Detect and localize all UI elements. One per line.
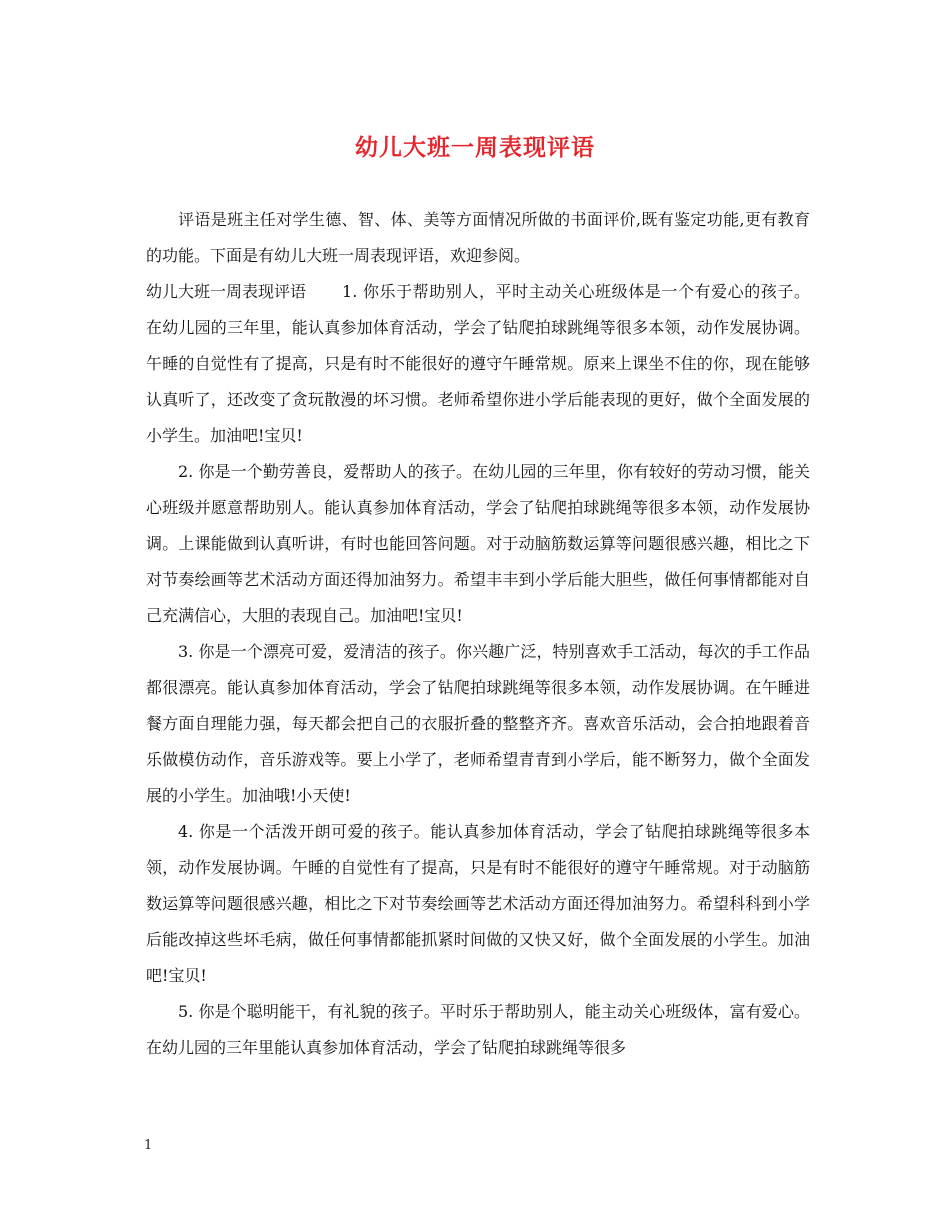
intro-paragraph: 评语是班主任对学生德、智、体、美等方面情况所做的书面评价,既有鉴定功能,更有教育的功能。下面是有幼儿大班一周表现评语，欢迎参阅。 <box>146 210 810 265</box>
comment-paragraph-3: 3. 你是一个漂亮可爱，爱清洁的孩子。你兴趣广泛，特别喜欢手工活动，每次的手工作品都很漂亮。能认真参加体育活动，学会了钻爬拍球跳绳等很多本领，动作发展协调。在午睡进餐方面自理能力强，每天都会把自己的衣服折叠的整整齐齐。喜欢音乐活动，会合拍地跟着音乐做模仿动作，音乐游戏等。要上小学了，老师希望青青到小学后，能不断努力，做个全面发展的小学生。加油哦!小天使! <box>146 642 810 805</box>
document-body <box>146 202 810 1066</box>
comment-text-1: 1. 你乐于帮助别人，平时主动关心班级体是一个有爱心的孩子。在幼儿园的三年里，能认真参加体育活动，学会了钻爬拍球跳绳等很多本领，动作发展协调。午睡的自觉性有了提高，只是有时不能很好的遵守午睡常规。原来上课坐不住的你，现在能够认真听了，还改变了贪玩散漫的坏习惯。老师希望你进小学后能表现的更好，做个全面发展的小学生。加油吧!宝贝! <box>146 282 810 445</box>
comment-paragraph-1 <box>146 274 810 454</box>
comment-paragraph-4: 4. 你是一个活泼开朗可爱的孩子。能认真参加体育活动，学会了钻爬拍球跳绳等很多本领，动作发展协调。午睡的自觉性有了提高，只是有时不能很好的遵守午睡常规。对于动脑筋数运算等问题很感兴趣，相比之下对节奏绘画等艺术活动方面还得加油努力。希望科科到小学后能改掉这些坏毛病，做任何事情都能抓紧时间做的又快又好，做个全面发展的小学生。加油吧!宝贝! <box>146 822 810 985</box>
page-number: 1 <box>144 1138 153 1153</box>
comment-paragraph-5: 5. 你是个聪明能干，有礼貌的孩子。平时乐于帮助别人，能主动关心班级体，富有爱心。在幼儿园的三年里能认真参加体育活动，学会了钻爬拍球跳绳等很多 <box>146 1002 810 1057</box>
section-heading: 幼儿大班一周表现评语 <box>146 282 307 301</box>
comment-paragraph-2: 2. 你是一个勤劳善良，爱帮助人的孩子。在幼儿园的三年里，你有较好的劳动习惯，能关心班级并愿意帮助别人。能认真参加体育活动，学会了钻爬拍球跳绳等很多本领，动作发展协调。上课能做到认真听讲，有时也能回答问题。对于动脑筋数运算等问题很感兴趣，相比之下对节奏绘画等艺术活动方面还得加油努力。希望丰丰到小学后能大胆些，做任何事情都能对自己充满信心，大胆的表现自己。加油吧!宝贝! <box>146 462 810 625</box>
document-title: 幼儿大班一周表现评语 <box>355 134 595 161</box>
